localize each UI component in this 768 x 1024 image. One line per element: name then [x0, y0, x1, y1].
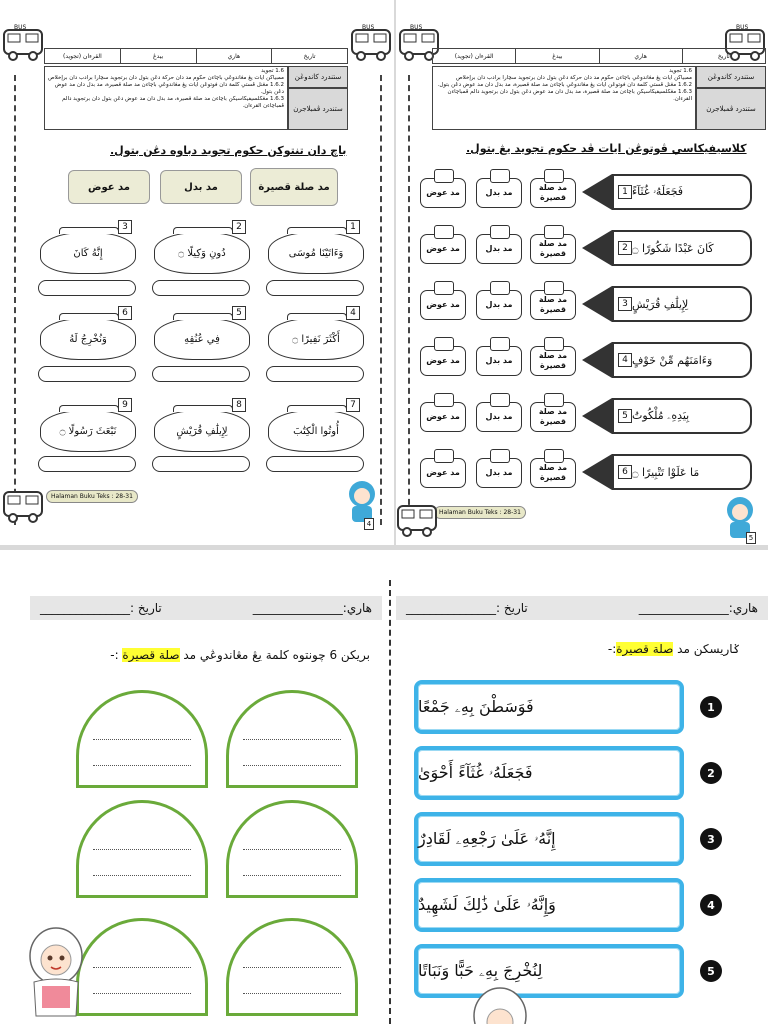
header-table	[44, 48, 348, 64]
choice-box[interactable]	[530, 402, 576, 432]
choice-box[interactable]	[530, 346, 576, 376]
item-number: 2	[618, 241, 632, 255]
answer-field[interactable]	[152, 456, 250, 472]
label-learning-standard: ستندرد ڤمبلاجرن	[288, 88, 348, 130]
dotted-line	[93, 849, 191, 850]
option-mad-silah: مد صلة قصيرة	[250, 168, 338, 206]
girl-illustration	[470, 986, 530, 1024]
objectives-text	[432, 66, 696, 130]
option-mad-badal: مد بدل	[160, 170, 242, 204]
item-number: 3	[700, 828, 722, 850]
girl-illustration	[26, 926, 86, 1024]
choice-label: مد بدل	[485, 188, 513, 197]
dotted-line	[93, 765, 191, 766]
label-learning-standard: ستندرد ڤمبلاجرن	[696, 88, 766, 130]
girl-illustration	[344, 478, 380, 524]
hari-blank[interactable]: _______________	[252, 601, 343, 615]
objective-line: ممبياكن ايات يڠ مڠاندوڠي باچاءن حكوم مد دان حركة دڠن بتول دان برتجويد سچارا برادب دان برإخلاص	[456, 75, 692, 81]
instruction-text: ݢاريسكن مد	[677, 642, 740, 656]
choice-box[interactable]	[476, 178, 522, 208]
choice-label: مد عوض	[426, 188, 460, 197]
choice-label: مد عوض	[426, 412, 460, 421]
label-content-standard: ستندرد كاندوڠن	[696, 66, 766, 88]
dotted-line	[93, 993, 191, 994]
page-number: 5	[746, 532, 756, 544]
jar-text: فِي عُنُقِهِ	[184, 333, 220, 345]
page-number: 4	[364, 518, 374, 530]
bus-label-right: BUS	[736, 24, 749, 31]
choice-label: مد صلة قصيرة	[538, 183, 568, 202]
tarikh-label: تاريخ :	[130, 601, 162, 615]
option-mad-iwad: مد عوض	[68, 170, 150, 204]
bus-icon-right	[350, 26, 392, 62]
tarikh-field	[406, 601, 528, 615]
pencil-tip	[582, 230, 612, 266]
jar-text: نَبْعَثَ رَسُولًا ۝	[59, 425, 117, 437]
answer-field[interactable]	[38, 456, 136, 472]
verse-box[interactable]	[414, 944, 684, 998]
date-bar-left	[30, 596, 382, 620]
answer-field[interactable]	[152, 280, 250, 296]
item-number: 1	[618, 185, 632, 199]
jar-item	[268, 232, 364, 274]
item-number: 2	[232, 220, 246, 234]
pencil-body	[612, 454, 752, 490]
tarikh-field	[40, 601, 162, 615]
jar-item	[154, 232, 250, 274]
bus-label-right: BUS	[362, 24, 375, 31]
hari-label: هاري:	[342, 601, 372, 615]
jar-item	[268, 318, 364, 360]
pencil-text: بِيَدِهِۦ مُلْكُوتُ	[632, 409, 690, 422]
item-number: 1	[700, 696, 722, 718]
jar-text: وَءَاتَيْنَا مُوسَى	[288, 247, 344, 259]
pencil-item	[582, 454, 752, 490]
pencil-item	[582, 342, 752, 378]
bidang-label: بيدڠ	[120, 49, 196, 63]
instruction-highlight: صلة قصيرة	[616, 642, 674, 656]
choice-box[interactable]	[476, 234, 522, 264]
dotted-line	[243, 993, 341, 994]
jar-item	[40, 410, 136, 452]
hari-field	[639, 601, 758, 615]
choice-label: مد بدل	[485, 468, 513, 477]
book-page-tag: Halaman Buku Teks : 28-31	[434, 506, 526, 519]
bus-icon-bottom	[2, 488, 44, 524]
pencil-tip	[582, 174, 612, 210]
dotted-line	[93, 739, 191, 740]
jar-item	[268, 410, 364, 452]
verse-box[interactable]	[414, 746, 684, 800]
choice-label: مد عوض	[426, 300, 460, 309]
jar-text: أُوتُوا الْكِتَٰبَ	[293, 425, 339, 437]
jar-text: أَكْثَرَ نَفِيرًا ۝	[292, 333, 340, 345]
answer-field[interactable]	[152, 366, 250, 382]
choice-box[interactable]	[420, 178, 466, 208]
pencil-body	[612, 230, 752, 266]
answer-field[interactable]	[38, 280, 136, 296]
item-number: 8	[232, 398, 246, 412]
instruction-left	[30, 648, 370, 662]
pencil-tip	[582, 454, 612, 490]
choice-box[interactable]	[420, 234, 466, 264]
choice-label: مد بدل	[485, 244, 513, 253]
dotted-line	[243, 739, 341, 740]
jar-text: وَنُخْرِجُ لَهُ	[69, 333, 107, 345]
pencil-text: فَجَعَلَهُۥ غُثَآءً	[632, 185, 684, 198]
pencil-item	[582, 286, 752, 322]
choice-label: مد عوض	[426, 468, 460, 477]
objective-line: 1.6 تجويد	[261, 68, 284, 74]
dashed-border-left	[408, 75, 410, 525]
choice-label: مد عوض	[426, 356, 460, 365]
jar-item	[40, 232, 136, 274]
dotted-line	[243, 849, 341, 850]
item-number: 5	[700, 960, 722, 982]
tarikh-label: تاريخ	[682, 49, 765, 63]
tarikh-label: تاريخ	[271, 49, 347, 63]
dotted-line	[93, 875, 191, 876]
hari-label: هاري:	[728, 601, 758, 615]
exercise-title: باچ دان تنتوكن حكوم تجويد دباوه دڠن بتول.	[110, 144, 347, 157]
choice-label: مد صلة قصيرة	[538, 463, 568, 482]
instruction-right	[420, 642, 740, 656]
instruction-suffix: :-	[607, 642, 617, 656]
objective-line: ممبياكن ايات يڠ مڠاندوڠي باچاءن حكوم مد دان حركة دڠن بتول دان برتجويد سچارا برادب دان برإخلاص	[48, 75, 284, 81]
jar-item	[154, 410, 250, 452]
hari-field	[253, 601, 372, 615]
divider-dashed	[389, 580, 391, 1024]
choice-box[interactable]	[476, 458, 522, 488]
choice-box[interactable]	[530, 458, 576, 488]
objective-line: 1.6.2 مڠنل ڤستي كلمة دان فوتوڠن ايات يڠ مڠاندوڠي باچاءن مد صلة قصيرة، مد بدل دان مد عوض دڠن بتول.	[54, 82, 284, 95]
verse-box[interactable]	[414, 680, 684, 734]
exercise-title: كلاسيفيكاسي ڤوتوڠن ايات ڤد حكوم تجويد يڠ بتول.	[466, 142, 747, 155]
tarikh-label: تاريخ :	[496, 601, 528, 615]
bus-icon	[2, 26, 44, 62]
choice-box[interactable]	[476, 346, 522, 376]
objective-line: 1.6.3 مڠكلسيفيكاسيكن باچاءن مد صلة قصيرة، مد بدل دان مد عوض دڠن بتول دان برتجويد دالم ڤمباچاءن القرءان.	[62, 96, 284, 109]
pencil-body	[612, 174, 752, 210]
worksheet-page-4	[0, 0, 394, 545]
dotted-line	[243, 765, 341, 766]
pencil-item	[582, 398, 752, 434]
jar-item	[154, 318, 250, 360]
choice-box[interactable]	[420, 346, 466, 376]
choice-box[interactable]	[530, 178, 576, 208]
pencil-text: وَءَامَنَهُم مِّنْ خَوْفٍ	[632, 353, 713, 367]
instruction-suffix: :-	[110, 648, 123, 662]
verse-box[interactable]	[414, 878, 684, 932]
answer-field[interactable]	[38, 366, 136, 382]
jar-text: دُونِ وَكِيلًا ۝	[178, 247, 226, 259]
item-number: 9	[118, 398, 132, 412]
pencil-body	[612, 342, 752, 378]
dotted-line	[243, 875, 341, 876]
bus-label: BUS	[410, 24, 423, 31]
pencil-tip	[582, 286, 612, 322]
choice-label: مد عوض	[426, 244, 460, 253]
item-number: 6	[118, 306, 132, 320]
pencil-body	[612, 398, 752, 434]
dashed-border-left	[14, 75, 16, 525]
answer-field[interactable]	[266, 456, 364, 472]
bus-icon-bottom	[396, 502, 438, 538]
verse-text: لِنُخْرِجَ بِهِۦ حَبًّا وَنَبَاتًا	[418, 961, 543, 980]
choice-label: مد بدل	[485, 356, 513, 365]
bidang-value: القرءان (تجويد)	[454, 52, 494, 60]
book-page-tag: Halaman Buku Teks : 28-31	[46, 490, 138, 503]
dashed-border-right	[380, 75, 382, 525]
pencil-body	[612, 286, 752, 322]
objective-line: 1.6 تجويد	[669, 68, 692, 74]
bidang-value: القرءان (تجويد)	[62, 52, 102, 60]
jar-text: لِإِيلَٰفِ قُرَيْشٍ	[176, 425, 228, 437]
verse-text: وَإِنَّهُۥ عَلَىٰ ذَٰلِكَ لَشَهِيدٌ	[418, 895, 556, 914]
choice-label: مد صلة قصيرة	[538, 295, 568, 314]
choice-box[interactable]	[420, 402, 466, 432]
verse-text: إِنَّهُۥ عَلَىٰ رَجْعِهِۦ لَقَادِرٌ	[418, 829, 556, 848]
answer-field[interactable]	[266, 280, 364, 296]
objectives-text	[44, 66, 288, 130]
choice-box[interactable]	[420, 458, 466, 488]
pencil-item	[582, 230, 752, 266]
item-number: 4	[346, 306, 360, 320]
pencil-tip	[582, 342, 612, 378]
hari-label: هاري	[599, 49, 682, 63]
choice-label: مد بدل	[485, 412, 513, 421]
objective-line: 1.6.3 مڠكلسيفيكاسيكن باچاءن مد صلة قصيرة، مد بدل دان مد عوض دڠن بتول دان برتجويد دالم ڤمباچاءن القرءان.	[447, 89, 692, 102]
verse-box[interactable]	[414, 812, 684, 866]
item-number: 3	[618, 297, 632, 311]
item-number: 4	[618, 353, 632, 367]
jar-text: إِنَّهُ كَانَ	[73, 247, 103, 259]
bus-label: BUS	[14, 24, 27, 31]
item-number: 1	[346, 220, 360, 234]
label-content-standard: ستندرد كاندوڠن	[288, 66, 348, 88]
verse-text: فَوَسَطْنَ بِهِۦ جَمْعًا	[418, 697, 534, 716]
objective-line: 1.6.2 مڠنل ڤستي كلمة دان فوتوڠن ايات يڠ مڠاندوڠي باچاءن مد صلة قصيرة، مد بدل دان مد عوض دڠن بتول.	[437, 82, 692, 88]
item-number: 4	[700, 894, 722, 916]
answer-field[interactable]	[266, 366, 364, 382]
pencil-text: لِإِيلَٰفِ قُرَيْشٍ	[632, 297, 689, 311]
hari-label: هاري	[196, 49, 272, 63]
choice-box[interactable]	[530, 290, 576, 320]
choice-label: مد صلة قصيرة	[538, 351, 568, 370]
date-bar-right	[396, 596, 768, 620]
pencil-text: كَانَ عَبْدًا شَكُورًا ۝	[632, 241, 714, 255]
tarikh-blank[interactable]: _______________	[40, 601, 130, 615]
pencil-tip	[582, 398, 612, 434]
jar-item	[40, 318, 136, 360]
choice-label: مد بدل	[485, 300, 513, 309]
dotted-line	[243, 967, 341, 968]
pencil-item	[582, 174, 752, 210]
bidang-label: بيدڠ	[515, 49, 598, 63]
verse-text: فَجَعَلَهُۥ غُثَآءً أَحْوَىٰ	[418, 763, 533, 782]
item-number: 6	[618, 465, 632, 479]
choice-label: مد صلة قصيرة	[538, 407, 568, 426]
choice-label: مد صلة قصيرة	[538, 239, 568, 258]
dotted-line	[93, 967, 191, 968]
item-number: 5	[232, 306, 246, 320]
tarikh-blank[interactable]: _______________	[406, 601, 496, 615]
item-number: 3	[118, 220, 132, 234]
instruction-highlight: صلة قصيرة	[122, 648, 180, 662]
item-number: 2	[700, 762, 722, 784]
choice-box[interactable]	[476, 402, 522, 432]
item-number: 5	[618, 409, 632, 423]
hari-blank[interactable]: _______________	[638, 601, 729, 615]
header-table	[432, 48, 766, 64]
pencil-text: مَا عَلَوْا تَتْبِيرًا ۝	[632, 465, 700, 479]
worksheet-page-5	[396, 0, 768, 545]
choice-box[interactable]	[476, 290, 522, 320]
choice-box[interactable]	[420, 290, 466, 320]
instruction-text: بريكن 6 چونتوه كلمة يڠ مڠاندوڠي مد	[183, 648, 370, 662]
choice-box[interactable]	[530, 234, 576, 264]
item-number: 7	[346, 398, 360, 412]
